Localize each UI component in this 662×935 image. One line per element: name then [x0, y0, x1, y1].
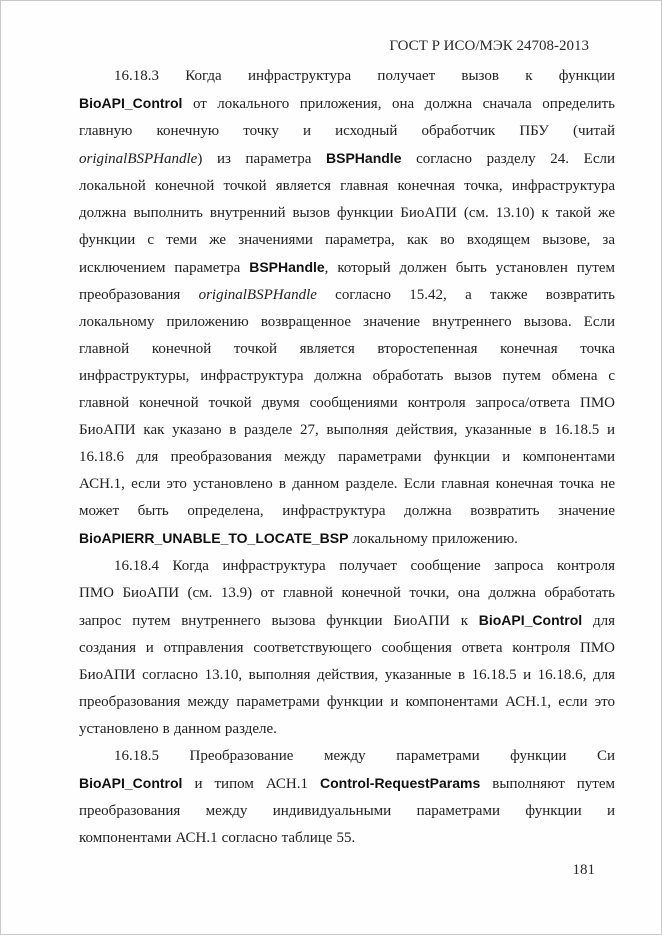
body-text: функции с теми же значениями параметра, как во входящем вызове, за: [79, 232, 615, 248]
text-line: [79, 607, 615, 635]
text-line: [79, 635, 615, 662]
text-line: [79, 200, 615, 227]
text-line: [79, 63, 615, 90]
body-text: от локального приложения, она должна сначала определить: [182, 96, 615, 112]
body-text: 16.18.5 Преобразование между параметрами функции Си: [114, 748, 615, 764]
bold-code-term: BSPHandle: [249, 259, 325, 275]
body-text: согласно 15.42, а также возвратить: [316, 287, 616, 303]
body-text: должна выполнить внутренний вызов функции БиоАПИ (см. 13.10) к такой же: [79, 205, 615, 221]
text-line: [79, 309, 615, 336]
paragraph-16-18-4: [79, 553, 615, 743]
bold-code-term: BioAPI_Control: [79, 95, 183, 111]
text-line: [79, 798, 615, 825]
bold-code-term: BioAPIERR_UNABLE_TO_LOCATE_BSP: [79, 530, 349, 546]
bold-code-term: BioAPI_Control: [478, 612, 583, 628]
text-line: [79, 825, 615, 852]
body-text: преобразования между параметрами функции и компонентами АСН.1, если это: [79, 694, 615, 710]
body-text: компонентами АСН.1 согласно таблице 55.: [79, 830, 356, 846]
body-text: ПМО БиоАПИ (см. 13.9) от главной конечной точки, она должна обработать: [79, 585, 615, 601]
body-text: и типом АСН.1: [182, 776, 321, 792]
body-text: может быть определена, инфраструктура должна возвратить значение: [79, 503, 615, 519]
text-line: [79, 227, 615, 254]
body-text: БиоАПИ согласно 13.10, выполняя действия, указанные в 16.18.5 и 16.18.6, для: [79, 667, 615, 683]
text-line: [79, 90, 615, 118]
text-line: [79, 145, 615, 173]
text-line: [79, 580, 615, 607]
body-text: БиоАПИ как указано в разделе 27, выполняя действия, указанные в 16.18.5 и: [79, 422, 615, 438]
text-line: [79, 662, 615, 689]
paragraph-16-18-5: [79, 743, 615, 852]
text-line: [79, 770, 615, 798]
body-text: инфраструктуры, инфраструктура должна обработать вызов путем обмена с: [79, 368, 615, 384]
body-text: исключением параметра: [79, 260, 250, 276]
text-line: [79, 390, 615, 417]
paragraph-16-18-3: [79, 63, 615, 553]
body-text: создания и отправления соответствующего сообщения ответа контроля ПМО: [79, 640, 615, 656]
body-text: 16.18.6 для преобразования между параметрами функции и компонентами: [79, 449, 615, 465]
text-line: [79, 525, 615, 553]
body-text: преобразования между индивидуальными параметрами функции и: [79, 803, 615, 819]
bold-code-term: BioAPI_Control: [79, 775, 183, 791]
text-line: [79, 689, 615, 716]
document-body: [79, 63, 615, 852]
body-text: главной конечной точкой является второстепенная конечная точка: [79, 341, 615, 357]
text-line: [79, 471, 615, 498]
body-text: АСН.1, если это установлено в данном разделе. Если главная конечная точка не: [79, 476, 615, 492]
text-line: [79, 282, 615, 309]
body-text: согласно разделу 24. Если: [401, 151, 615, 167]
text-line: [79, 553, 615, 580]
body-text: преобразования: [79, 287, 199, 303]
body-text: главной конечной точкой двумя сообщениями контроля запроса/ответа ПМО: [79, 395, 615, 411]
text-line: [79, 363, 615, 390]
text-line: [79, 254, 615, 282]
bold-code-term: BSPHandle: [326, 150, 402, 166]
body-text: 16.18.4 Когда инфраструктура получает сообщение запроса контроля: [114, 558, 615, 574]
bold-code-term: Control-RequestParams: [320, 775, 481, 791]
header-standard-ref: ГОСТ Р ИСО/МЭК 24708-2013: [389, 38, 589, 54]
body-text: 16.18.3 Когда инфраструктура получает вызов к функции: [114, 68, 615, 84]
page-number: 181: [572, 862, 595, 878]
text-line: [79, 444, 615, 471]
text-line: [79, 173, 615, 200]
text-line: [79, 417, 615, 444]
text-line: [79, 118, 615, 145]
body-text: ) из параметра: [197, 151, 327, 167]
body-text: выполняют путем: [480, 776, 615, 792]
text-line: [79, 716, 615, 743]
text-line: [79, 498, 615, 525]
body-text: для: [582, 613, 615, 629]
italic-term: originalBSPHandle: [79, 151, 198, 167]
body-text: запрос путем внутреннего вызова функции БиоАПИ к: [79, 613, 479, 629]
italic-term: originalBSPHandle: [198, 287, 317, 303]
body-text: локальной конечной точкой является главная конечная точка, инфраструктура: [79, 178, 615, 194]
body-text: локальному приложению.: [348, 531, 518, 547]
body-text: , который должен быть установлен путем: [324, 260, 615, 276]
body-text: установлено в данном разделе.: [79, 721, 277, 737]
text-line: [79, 743, 615, 770]
body-text: главную конечную точку и исходный обработчик ПБУ (читай: [79, 123, 615, 139]
body-text: локальному приложению возвращенное значение внутреннего вызова. Если: [79, 314, 615, 330]
text-line: [79, 336, 615, 363]
